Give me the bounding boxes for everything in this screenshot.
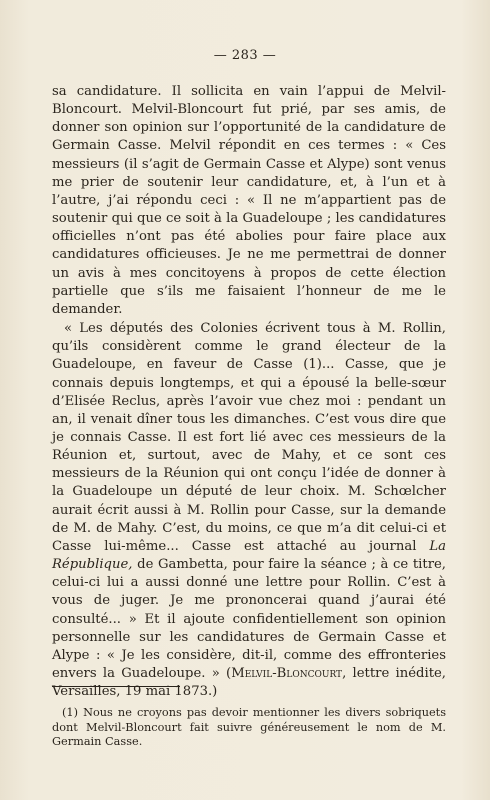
journal-title: La République, [52,538,446,573]
paragraph-2-text-c: , lettre inédite, Versailles, 19 mai 1873.) [52,666,446,700]
footnote-text: (1) Nous ne croyons pas devoir mentionner les divers sobriquets dont Melvil-Bloncourt fait suivre généreusement le nom de M. Germain Casse. [52,706,446,748]
paragraph-2-text-a: « Les députés des Colonies écrivent tous à M. Rollin, qu’ils considèrent comme le grand électeur de la Guadeloupe, en faveur de Casse (1)... Casse, que je connais depuis longtemps, et qui a épousé la belle-sœur d’Elisée Reclus, après l’avoir vue chez moi : pendant un an, il venait dîner tous les dimanches. C’est vous dire que je connais Casse. Il est fort lié avec ces messieurs de la Réunion et, surtout, avec de Mahy, et ce sont ces messieurs de la Réunion qui ont conçu l’idée de donner à la Guadeloupe un député de leur choix. M. Schœlcher aurait écrit aussi à M. Rollin pour Casse, sur la demande de M. de Mahy. C’est, du moins, ce que m’a dit celui-ci et Casse lui-même... Casse est attaché au journal [52,321,446,554]
paragraph-2-text-b: de Gambetta, pour faire la séance ; à ce titre, celui-ci lui a aussi donné une lettre pour Rollin. C’est à vous de juger. Je me prononcerai quand j’aurai été consulté... » Et il ajoute confidentiellement son opinion personnelle sur les candidatures de Germain Casse et Alype : « Je les considère, dit-il, comme des effronteries envers la Guadeloupe. » ( [52,557,446,681]
body-text [52,83,446,701]
paragraph-1-text: sa candidature. Il sollicita en vain l’appui de Melvil-Bloncourt. Melvil-Bloncourt fut prié, par ses amis, de donner son opinion sur l’opportunité de la candidature de Germain Casse. Melvil répondit en ces termes : « Ces messieurs (il s’agit de Germain Casse et Alype) sont venus me prier de soutenir leur candidature, et, à l’un et à l’autre, j’ai répondu ceci : « Il ne m’appartient pas de soutenir qui que ce soit à la Guadeloupe ; les candidatures officielles n’ont pas été abolies pour faire place aux candidatures officieuses. Je ne me permettrai de donner un avis à mes concitoyens à propos de cette élection partielle que s’ils me faisaient l’honneur de me le demander. [52,84,446,317]
paragraph-2 [52,320,446,701]
footnote-separator [52,686,180,687]
author-citation: Melvil-Bloncourt [231,666,343,681]
footnote [52,706,446,750]
page-number: — 283 — [213,48,277,63]
paragraph-1 [52,83,446,319]
